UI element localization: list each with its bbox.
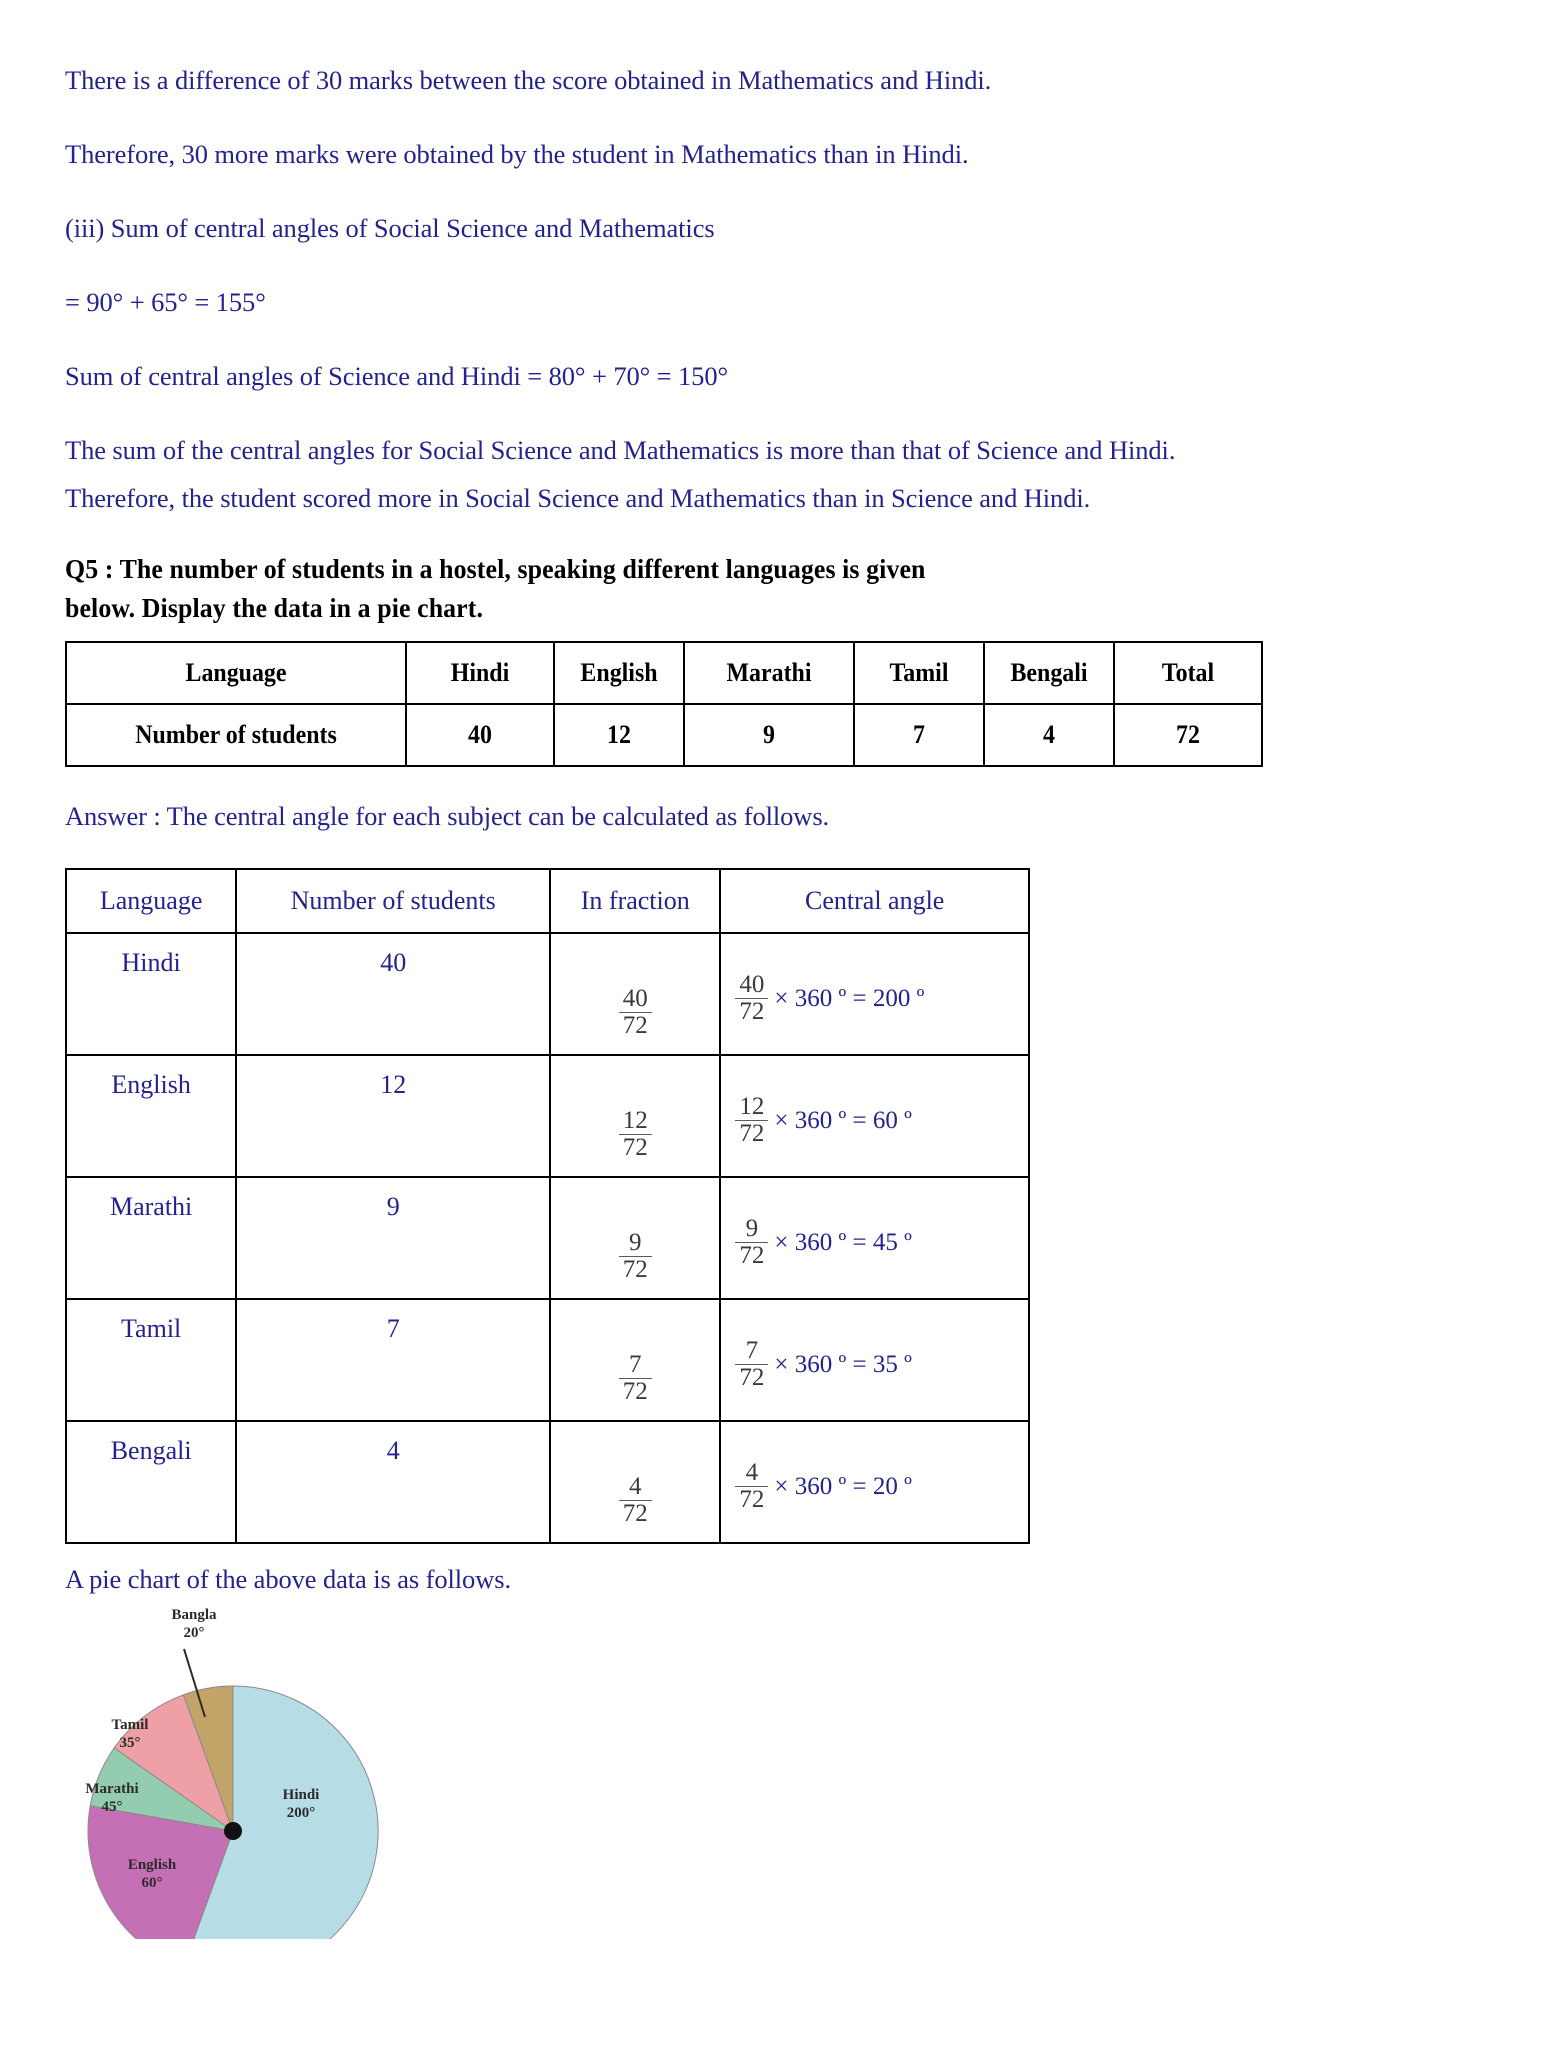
table1-header-bengali: Bengali [984, 642, 1114, 704]
table2-central-angle [720, 1421, 1029, 1543]
table2-header-number: Number of students [236, 869, 550, 933]
question-heading-line-2: below. Display the data in a pie chart. [65, 592, 484, 624]
paragraph-5: Sum of central angles of Science and Hindi = 80° + 70° = 150° [65, 361, 728, 392]
table-row [66, 1299, 1029, 1421]
answer-intro: Answer : The central angle for each subject can be calculated as follows. [65, 801, 830, 832]
pie-chart-intro: A pie chart of the above data is as follows. [65, 1563, 511, 1594]
pie-label-bangla-value: 20° [183, 1624, 205, 1641]
fraction: $\frac{40}{72}$ [735, 972, 768, 1026]
fraction: $\frac{7}{72}$ [735, 1338, 768, 1392]
paragraph-3: (iii) Sum of central angles of Social Science and Mathematics [65, 212, 715, 243]
table1-count-total: 72 [1114, 704, 1262, 766]
table2-central-angle [720, 933, 1029, 1055]
table2-header-fraction: In fraction [550, 869, 720, 933]
paragraph-6: The sum of the central angles for Social Science and Mathematics is more than that of Science and Hindi. Therefore, the student scored more in Social Science and Mathematics than in Science and Hindi. [65, 435, 1176, 514]
paragraph-2: Therefore, 30 more marks were obtained by the student in Mathematics than in Hindi. [65, 138, 969, 169]
question-heading [65, 549, 1423, 627]
table-row [66, 1421, 1029, 1543]
table-row [66, 704, 1262, 766]
pie-label-tamil-name: Tamil [111, 1717, 149, 1734]
table2-fraction [550, 1177, 720, 1299]
table2-language: Hindi [66, 933, 236, 1055]
table1-count-bengali: 4 [984, 704, 1114, 766]
pie-label-english-value: 60° [141, 1874, 163, 1891]
table2-fraction [550, 933, 720, 1055]
angle-expression: × 360 º = 35 º [774, 1350, 912, 1378]
table1-header-english: English [554, 642, 684, 704]
central-angle-table [65, 868, 1030, 1544]
paragraph-1: There is a difference of 30 marks between the score obtained in Mathematics and Hindi. [65, 64, 992, 95]
fraction: $\frac{9}{72}$ [735, 1216, 768, 1270]
pie-label-marathi-name: Marathi [85, 1781, 139, 1798]
table2-central-angle [720, 1055, 1029, 1177]
language-count-table [65, 641, 1263, 767]
table2-language: English [66, 1055, 236, 1177]
table-row [66, 869, 1029, 933]
table2-header-central-angle: Central angle [720, 869, 1029, 933]
pie-chart [65, 1609, 485, 1939]
table2-count: 7 [236, 1299, 550, 1421]
table2-language: Marathi [66, 1177, 236, 1299]
pie-label-english-name: English [127, 1857, 177, 1874]
table2-central-angle [720, 1177, 1029, 1299]
pie-label-english [99, 1857, 205, 1892]
question-heading-line-1: Q5 : The number of students in a hostel, speaking different languages is given [65, 553, 926, 585]
fraction: $\frac{40}{72}$ [619, 986, 652, 1040]
table2-count: 4 [236, 1421, 550, 1543]
pie-label-bangla [139, 1607, 249, 1642]
table-row [66, 642, 1262, 704]
fraction: $\frac{4}{72}$ [619, 1474, 652, 1528]
pie-label-bangla-name: Bangla [171, 1607, 217, 1624]
pie-center-dot [224, 1822, 242, 1840]
pie-label-marathi-value: 45° [101, 1798, 123, 1815]
table1-count-marathi: 9 [684, 704, 854, 766]
table1-header-hindi: Hindi [406, 642, 554, 704]
fraction: $\frac{9}{72}$ [619, 1230, 652, 1284]
table1-count-hindi: 40 [406, 704, 554, 766]
pie-label-marathi [59, 1781, 165, 1816]
table1-count-english: 12 [554, 704, 684, 766]
angle-expression: × 360 º = 60 º [774, 1106, 912, 1134]
table2-fraction [550, 1055, 720, 1177]
table2-count: 12 [236, 1055, 550, 1177]
pie-label-hindi-name: Hindi [282, 1787, 320, 1804]
fraction: $\frac{7}{72}$ [619, 1352, 652, 1406]
pie-label-hindi [253, 1787, 349, 1822]
paragraph-4: = 90° + 65° = 155° [65, 287, 266, 318]
fraction: $\frac{4}{72}$ [735, 1460, 768, 1514]
table2-count: 9 [236, 1177, 550, 1299]
table-row [66, 933, 1029, 1055]
table2-language: Bengali [66, 1421, 236, 1543]
table2-count: 40 [236, 933, 550, 1055]
table1-header-tamil: Tamil [854, 642, 984, 704]
table2-fraction [550, 1299, 720, 1421]
pie-label-hindi-value: 200° [286, 1804, 316, 1821]
table2-header-language: Language [66, 869, 236, 933]
angle-expression: × 360 º = 45 º [774, 1228, 912, 1256]
fraction: $\frac{12}{72}$ [619, 1108, 652, 1162]
table-row [66, 1055, 1029, 1177]
table2-language: Tamil [66, 1299, 236, 1421]
angle-expression: × 360 º = 20 º [774, 1472, 912, 1500]
pie-label-tamil-value: 35° [119, 1734, 141, 1751]
table-row [66, 1177, 1029, 1299]
table2-central-angle [720, 1299, 1029, 1421]
fraction: $\frac{12}{72}$ [735, 1094, 768, 1148]
pie-label-tamil [85, 1717, 175, 1752]
table2-fraction [550, 1421, 720, 1543]
table1-row-label-students: Number of students [66, 704, 406, 766]
angle-expression: × 360 º = 200 º [774, 984, 925, 1012]
table1-row-label-language: Language [66, 642, 406, 704]
table1-header-total: Total [1114, 642, 1262, 704]
table1-count-tamil: 7 [854, 704, 984, 766]
table1-header-marathi: Marathi [684, 642, 854, 704]
